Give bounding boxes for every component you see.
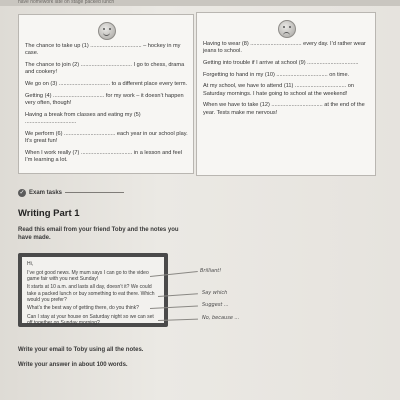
exam-tasks-label: Exam tasks	[29, 189, 63, 196]
note-brilliant: Brilliant!	[200, 268, 222, 274]
email-paragraph: Hi,	[27, 261, 34, 267]
divider	[65, 192, 124, 193]
happy-face-icon	[98, 22, 116, 40]
list-item: Getting into trouble if I arrive at school (9) .................................	[203, 60, 359, 66]
word-box-strip	[0, 0, 400, 6]
list-item: Having to wear (8) ................................. every day. I’d rather wear jeans to school.	[203, 41, 366, 55]
list-item: Forgetting to hand in my (10) ................................. on time.	[203, 71, 350, 78]
dislikes-list	[203, 41, 371, 121]
list-item: Getting (4) ................................. for my work – it doesn’t happen very often, though!	[25, 92, 184, 106]
likes-box	[18, 14, 194, 174]
instruction-1: Write your email to Toby using all the notes.	[18, 347, 144, 353]
check-icon: ✓	[19, 189, 25, 196]
list-item: We perform (6) ................................. each year in our school play. It’s great fun!	[25, 130, 188, 144]
email-frame	[18, 253, 168, 327]
email-body	[22, 257, 164, 327]
exam-tasks-header	[18, 188, 124, 197]
list-item: Having a break from classes and eating my (5) .................................	[25, 111, 141, 125]
note-say-which: Say which	[202, 290, 228, 296]
section-title: Writing Part 1	[18, 208, 80, 219]
instruction-2: Write your answer in about 100 words.	[18, 362, 128, 368]
email-paragraph: Can I stay at your house on Saturday night so we can set off together on Sunday morning?	[27, 313, 154, 327]
list-item: When we have to take (12) ................................. at the end of the year. Tests make me nervous!	[203, 102, 365, 116]
email-paragraph: What’s the best way of getting there, do you think?	[27, 305, 139, 312]
likes-list	[25, 43, 189, 169]
list-item: At my school, we have to attend (11) ................................. on Saturday mornings. I hate going to school at the weekend!	[203, 83, 354, 97]
sad-face-icon	[278, 20, 296, 38]
email-paragraph: I’ve got good news. My mum says I can go to the video game fair with you next Sunday!	[27, 269, 149, 282]
list-item: The chance to take up (1) ................................. – hockey in my case.	[25, 43, 181, 57]
list-item: When I work really (7) ................................. in a lesson and feel I’m learning a lot.	[25, 149, 182, 163]
note-connector	[158, 319, 198, 321]
dislikes-box	[196, 12, 376, 176]
note-suggest: Suggest ...	[202, 302, 229, 308]
list-item: We go on (3) ................................. to a different place every term.	[25, 81, 188, 87]
note-no-because: No, because ...	[202, 315, 240, 321]
email-paragraph: It starts at 10 a.m. and lasts all day, doesn’t it? We could take a packed lunch or buy something to eat there. Which would you prefer?	[27, 284, 155, 303]
word-box-text: have homework late on stage packed lunch	[18, 0, 115, 5]
list-item: The chance to join (2) ................................. I go to chess, drama and cookery!	[25, 62, 185, 76]
intro-text: Read this email from your friend Toby and the notes you have made.	[18, 227, 179, 241]
